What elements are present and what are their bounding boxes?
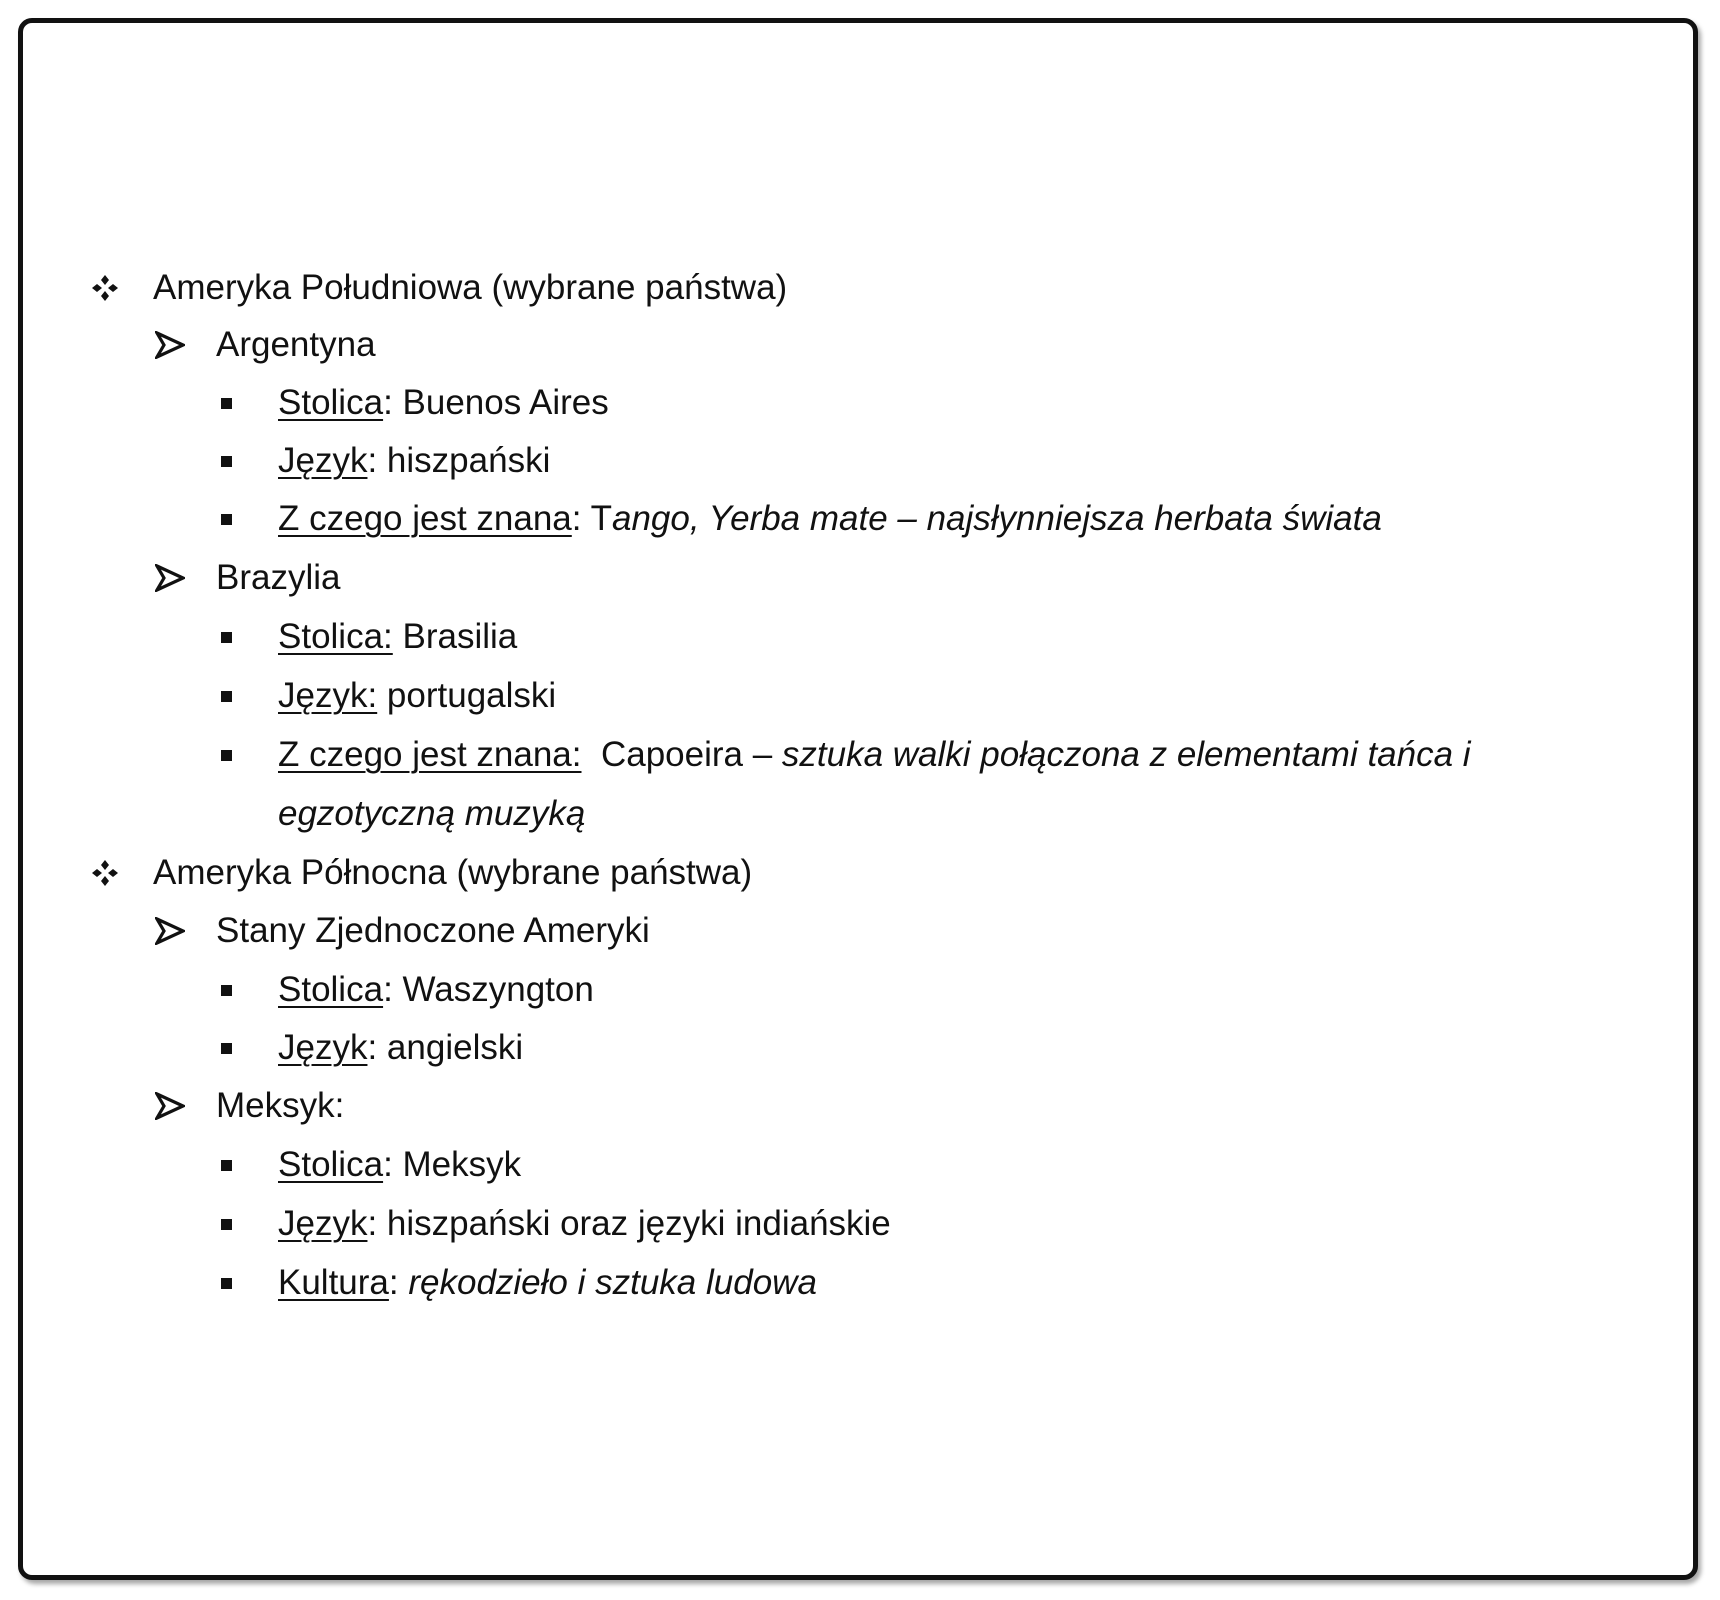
language-value: angielski (377, 1028, 524, 1067)
item-text (278, 608, 517, 666)
capital-label: Stolica (278, 970, 384, 1009)
square-bullet-icon (211, 667, 241, 725)
item-text (278, 374, 609, 432)
arrowhead-bullet-icon (153, 902, 187, 960)
square-bullet-icon (211, 1195, 241, 1253)
square-bullet-icon (211, 608, 241, 666)
language-label: Język (278, 1204, 368, 1243)
separator: : (367, 1028, 378, 1067)
four-diamond-bullet-icon (88, 259, 122, 317)
capital-value: Waszyngton (392, 970, 594, 1009)
country-name: Meksyk: (216, 1086, 345, 1125)
item-text (278, 1254, 817, 1312)
square-bullet-icon (211, 726, 241, 784)
known-value: sztuka walki połączona z elementami tańca i (781, 735, 1471, 774)
culture-label: Kultura (278, 1263, 389, 1302)
item-text (278, 432, 550, 490)
section-title: Ameryka Północna (wybrane państwa) (153, 853, 753, 892)
item-text (278, 961, 594, 1019)
arrowhead-bullet-icon (153, 316, 187, 374)
arrowhead-bullet-icon (153, 1077, 187, 1135)
capital-label: Stolica (278, 1145, 384, 1184)
known-value: ango, Yerba mate – najsłynniejsza herbata świata (611, 499, 1382, 538)
item-text (278, 1136, 521, 1194)
country-name: Brazylia (216, 558, 341, 597)
section-title: Ameryka Południowa (wybrane państwa) (153, 268, 788, 307)
language-label: Język: (278, 676, 378, 715)
language-value: portugalski (377, 676, 557, 715)
language-label: Język (278, 1028, 368, 1067)
culture-value: rękodzieło i sztuka ludowa (408, 1263, 817, 1302)
arrowhead-bullet-icon (153, 549, 187, 607)
capital-label: Stolica (278, 383, 384, 422)
square-bullet-icon (211, 1019, 241, 1077)
language-value: hiszpański (377, 441, 551, 480)
known-label: Z czego jest znana: (278, 735, 582, 774)
square-bullet-icon (211, 374, 241, 432)
capital-value: Brasilia (392, 617, 518, 656)
square-bullet-icon (211, 490, 241, 548)
separator: : (388, 1263, 409, 1302)
country-name: Argentyna (216, 325, 376, 364)
item-text (278, 1019, 523, 1077)
separator: : (367, 441, 378, 480)
known-value-continued: egzotyczną muzyką (278, 794, 586, 833)
four-diamond-bullet-icon (88, 844, 122, 902)
square-bullet-icon (211, 1254, 241, 1312)
separator: : (383, 970, 393, 1009)
item-text (278, 490, 1382, 548)
capital-value: Buenos Aires (392, 383, 609, 422)
item-text (278, 667, 556, 725)
capital-label: Stolica: (278, 617, 393, 656)
separator: : (383, 383, 393, 422)
square-bullet-icon (211, 1136, 241, 1194)
language-value: hiszpański oraz języki indiańskie (377, 1204, 891, 1243)
item-text (278, 726, 1471, 784)
item-text (278, 1195, 891, 1253)
known-label: Z czego jest znana (278, 499, 572, 538)
capital-value: Meksyk (392, 1145, 522, 1184)
separator: : (367, 1204, 378, 1243)
known-value-plain: Capoeira – (581, 735, 782, 774)
separator: : (383, 1145, 393, 1184)
square-bullet-icon (211, 961, 241, 1019)
language-label: Język (278, 441, 368, 480)
square-bullet-icon (211, 432, 241, 490)
separator: : T (571, 499, 612, 538)
document-frame (18, 18, 1698, 1580)
country-name: Stany Zjednoczone Ameryki (216, 911, 650, 950)
